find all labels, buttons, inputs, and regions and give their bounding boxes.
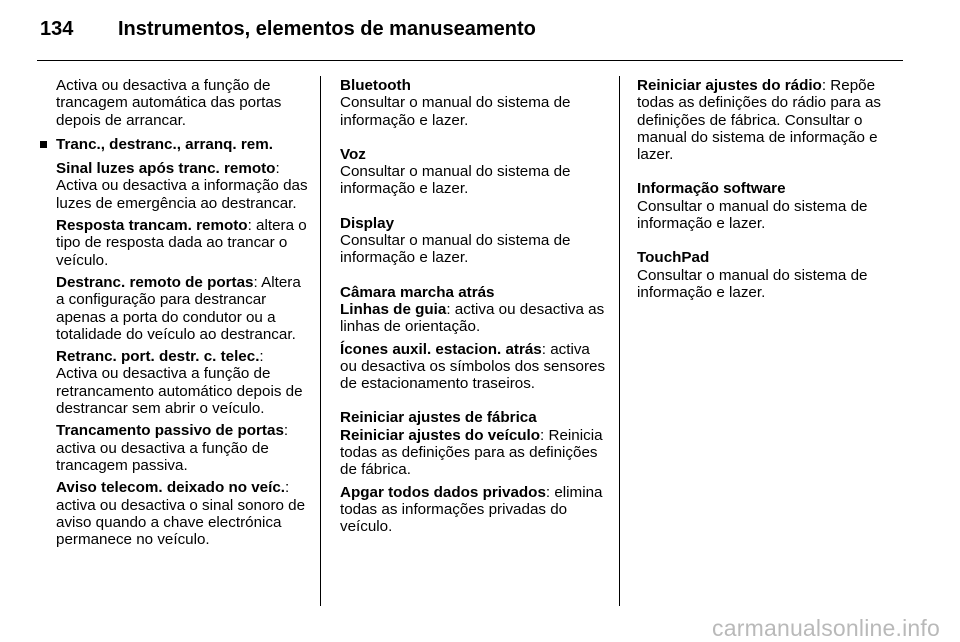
setting-separator: : <box>540 426 545 444</box>
setting-term: Reiniciar ajustes do rádio <box>637 77 822 94</box>
setting-separator: : <box>821 77 827 94</box>
page-title: Instrumentos, elementos de manuseamento <box>118 18 536 40</box>
setting-item <box>637 77 905 163</box>
setting-term: Reiniciar ajustes do veículo <box>340 426 541 444</box>
column-1 <box>40 77 308 548</box>
setting-description: Repõe todas as definições do rádio para as definições de fábrica. Consultar o manual do sistema de informação e lazer. <box>637 77 882 164</box>
setting-term: Ícones auxil. estacion. atrás <box>340 340 542 358</box>
section-text: Consultar o manual do sistema de informação e lazer. <box>637 266 868 301</box>
header-rule <box>37 60 903 61</box>
setting-description: Reinicia todas as definições para as definições de fábrica. <box>340 426 603 479</box>
setting-item <box>340 484 608 536</box>
setting-description: elimina todas as informações privadas do veículo. <box>340 483 603 536</box>
setting-term: Linhas de guia <box>340 300 447 318</box>
setting-item <box>340 341 608 393</box>
page-number: 134 <box>40 18 74 40</box>
intro-paragraph: Activa ou desactiva a função de trancagem automática das portas depois de arrancar. <box>56 77 282 129</box>
column-2 <box>340 77 608 536</box>
setting-description: Activa ou desactiva a função de retrancamento automático depois de destrancar sem abrir o veículo. <box>56 365 303 418</box>
setting-item <box>56 348 308 417</box>
setting-description: activa ou desactiva o sinal sonoro de aviso quando a chave electrónica permanece no veículo. <box>56 496 306 549</box>
setting-item <box>340 427 608 479</box>
section-heading-software: Informação software <box>637 180 786 198</box>
setting-description: altera o tipo de resposta dada ao trancar o veículo. <box>56 217 307 269</box>
setting-term: Trancamento passivo de portas <box>56 422 284 440</box>
setting-item <box>56 160 308 212</box>
section-text: Consultar o manual do sistema de informação e lazer. <box>340 232 571 267</box>
setting-item <box>56 217 308 269</box>
section-heading-factory: Reiniciar ajustes de fábrica <box>340 409 537 427</box>
page-header <box>0 0 960 60</box>
section-heading-display: Display <box>340 214 395 232</box>
section-heading-touchpad: TouchPad <box>637 249 710 267</box>
section-text: Consultar o manual do sistema de informação e lazer. <box>340 163 571 198</box>
setting-term: Sinal luzes após tranc. remoto <box>56 160 276 178</box>
setting-separator: : <box>283 422 289 440</box>
bullet-heading <box>56 136 308 153</box>
setting-description: activa ou desactiva os símbolos dos sensores de estacionamento traseiros. <box>340 340 606 393</box>
setting-item <box>56 479 308 548</box>
setting-term: Resposta trancam. remoto <box>56 217 248 235</box>
setting-item <box>340 301 608 336</box>
section-text: Consultar o manual do sistema de informação e lazer. <box>340 94 571 129</box>
column-divider-1 <box>320 76 321 606</box>
section-heading-voz: Voz <box>340 145 366 163</box>
setting-separator: : <box>285 479 290 497</box>
setting-separator: : <box>446 300 451 318</box>
setting-term: Destranc. remoto de portas <box>56 273 254 291</box>
setting-description: Altera a configuração para destrancar apenas a porta do condutor ou a totalidade do veículo ao destrancar. <box>56 273 301 343</box>
setting-separator: : <box>259 348 264 366</box>
setting-separator: : <box>253 273 258 291</box>
setting-term: Retranc. port. destr. c. telec. <box>56 348 260 366</box>
setting-description: Activa ou desactiva a informação das luzes de emergência ao destrancar. <box>56 177 308 212</box>
setting-item <box>56 274 308 343</box>
square-bullet-icon <box>40 141 47 148</box>
watermark: carmanualsonline.info <box>712 615 940 641</box>
column-divider-2 <box>619 76 620 606</box>
setting-separator: : <box>275 160 280 178</box>
setting-separator: : <box>545 483 551 501</box>
bullet-heading-text: Tranc., destranc., arranq. rem. <box>56 135 273 153</box>
column-3 <box>637 77 905 301</box>
section-heading-bluetooth: Bluetooth <box>340 77 411 94</box>
setting-description: activa ou desactiva as linhas de orientação. <box>340 300 605 336</box>
section-heading-camera: Câmara marcha atrás <box>340 283 495 301</box>
setting-term: Apgar todos dados privados <box>340 483 546 501</box>
setting-term: Aviso telecom. deixado no veíc. <box>56 479 286 497</box>
setting-separator: : <box>247 217 252 235</box>
section-text: Consultar o manual do sistema de informação e lazer. <box>637 197 868 233</box>
setting-separator: : <box>541 340 546 358</box>
setting-description: activa ou desactiva a função de trancagem passiva. <box>56 439 269 474</box>
setting-item <box>56 422 308 474</box>
